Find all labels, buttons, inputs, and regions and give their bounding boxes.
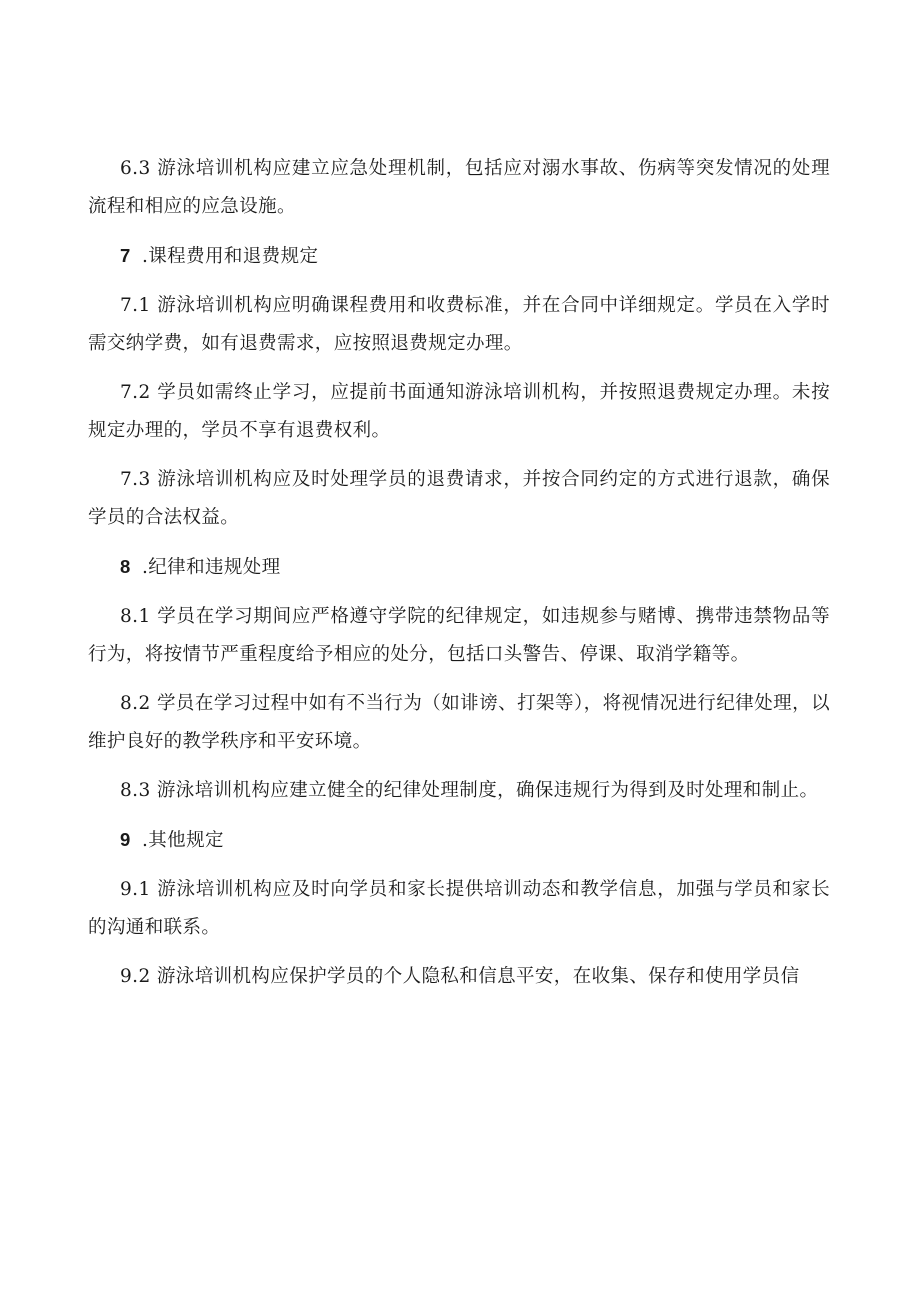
section-title: .其他规定 [142, 830, 224, 851]
paragraph-8-1: 8.1 学员在学习期间应严格遵守学院的纪律规定，如违规参与赌博、携带违禁物品等行为，将按情节严重程度给予相应的处分，包括口头警告、停课、取消学籍等。 [88, 606, 830, 665]
paragraph-7-3: 7.3 游泳培训机构应及时处理学员的退费请求，并按合同约定的方式进行退款，确保学员的合法权益。 [88, 469, 830, 528]
section-title: .课程费用和退费规定 [142, 246, 319, 267]
paragraph-8-3: 8.3 游泳培训机构应建立健全的纪律处理制度，确保违规行为得到及时处理和制止。 [120, 780, 819, 801]
section-number: 9 [120, 829, 131, 850]
section-title: .纪律和违规处理 [142, 557, 281, 578]
paragraph-9-1: 9.1 游泳培训机构应及时向学员和家长提供培训动态和教学信息，加强与学员和家长的沟通和联系。 [88, 879, 830, 938]
section-heading-9 [88, 821, 830, 860]
section-heading-7 [88, 237, 830, 276]
section-number: 8 [120, 556, 131, 577]
document-page [88, 150, 830, 1007]
section-heading-8 [88, 548, 830, 587]
paragraph-8-2: 8.2 学员在学习过程中如有不当行为（如诽谤、打架等），将视情况进行纪律处理，以维护良好的教学秩序和平安环境。 [88, 693, 830, 752]
paragraph-7-2: 7.2 学员如需终止学习，应提前书面通知游泳培训机构，并按照退费规定办理。未按规定办理的，学员不享有退费权利。 [88, 382, 830, 441]
paragraph-6-3: 6.3 游泳培训机构应建立应急处理机制，包括应对溺水事故、伤病等突发情况的处理流程和相应的应急设施。 [88, 158, 830, 217]
section-number: 7 [120, 245, 131, 266]
paragraph-7-1: 7.1 游泳培训机构应明确课程费用和收费标准，并在合同中详细规定。学员在入学时需交纳学费，如有退费需求，应按照退费规定办理。 [88, 295, 830, 354]
paragraph-9-2: 9.2 游泳培训机构应保护学员的个人隐私和信息平安，在收集、保存和使用学员信 [120, 966, 800, 987]
